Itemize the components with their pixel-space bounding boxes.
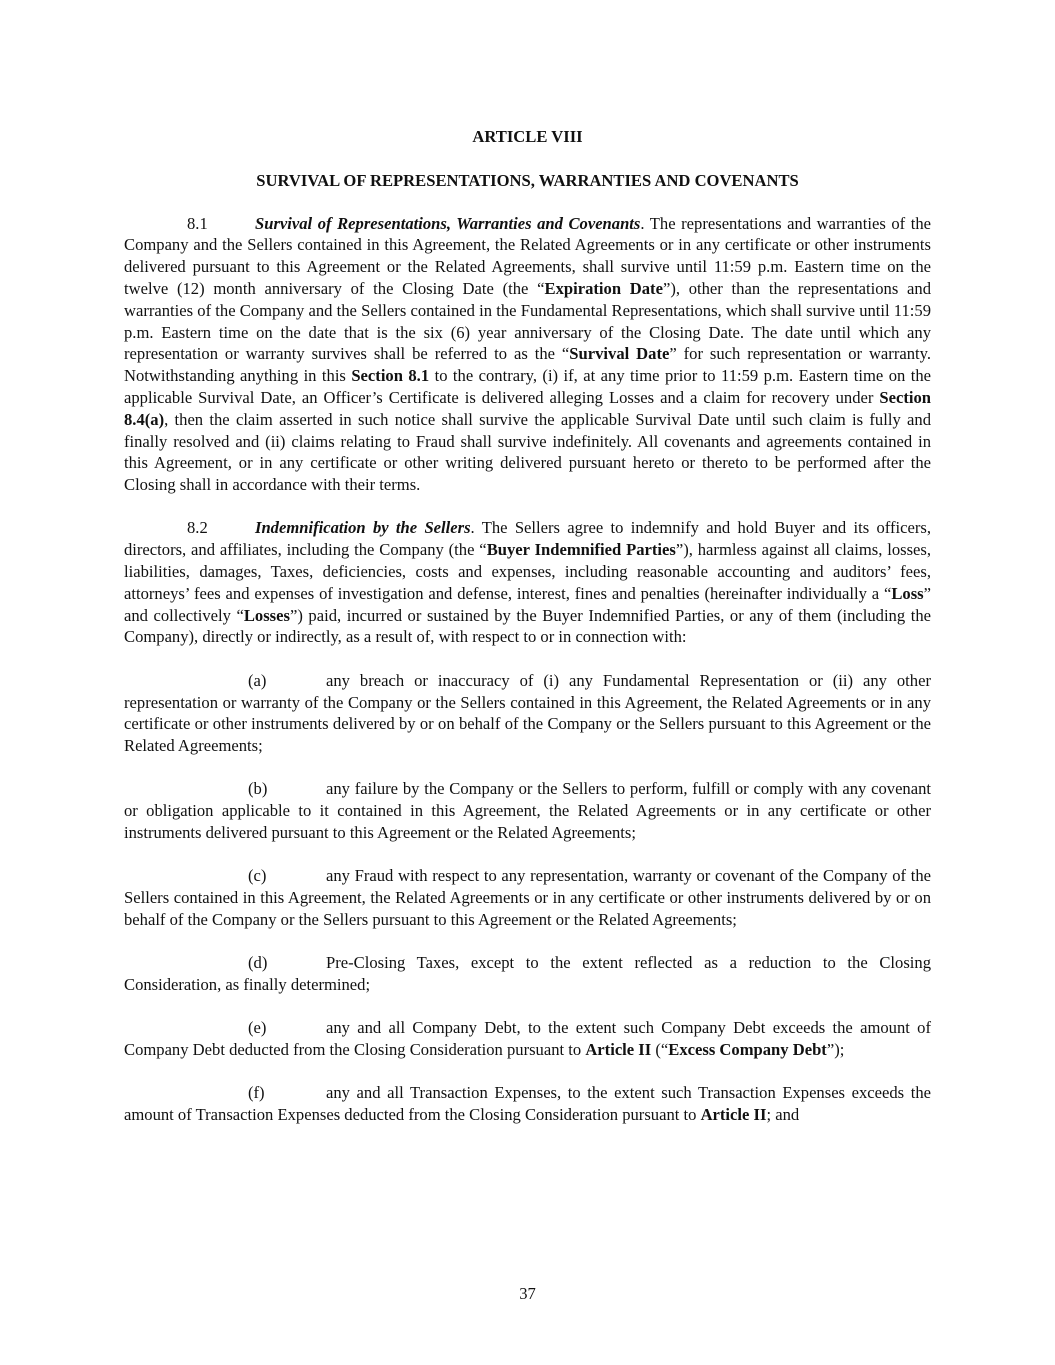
article-title: ARTICLE VIII xyxy=(472,127,583,146)
clause-label: (e) xyxy=(248,1018,267,1038)
section-reference: Section 8.4(a) xyxy=(124,387,931,429)
clause-b: (b) any failure by the Company or the Sellers to perform, fulfill or comply with any covenant or obligation applicable to it contained in this Agreement, the Related Agreements or in any certificate or other instruments delivered pursuant to this Agreement or the Related Agreements; xyxy=(124,779,931,843)
defined-term: Expiration Date xyxy=(544,278,663,298)
section-8-2: 8.2 Indemnification by the Sellers. The Sellers agree to indemnify and hold Buyer and its officers, directors, and affiliates, including the Company (the “Buyer Indemnified Parties”), harmless against all claims, losses, liabilities, damages, Taxes, deficiencies, costs and expenses, including reasonable accounting and auditors’ fees, attorneys’ fees and expenses of investigation and defense, interest, fines and penalties (hereinafter individually a “Loss” and collectively “Losses”) paid, incurred or sustained by the Buyer Indemnified Parties, or any of them (including the Company), directly or indirectly, as a result of, with respect to or in connection with: xyxy=(124,518,931,647)
section-heading: Indemnification by the Sellers xyxy=(255,518,471,538)
clause-a: (a) any breach or inaccuracy of (i) any Fundamental Representation or (ii) any other representation or warranty of the Company or the Sellers contained in this Agreement, the Related Agreements or in any certificate or other instruments delivered by or on behalf of the Company or the Sellers pursuant to this Agreement or the Related Agreements; xyxy=(124,670,931,756)
clause-f: (f) any and all Transaction Expenses, to the extent such Transaction Expenses exceeds the amount of Transaction Expenses deducted from the Closing Consideration pursuant to Article II; and xyxy=(124,1083,931,1125)
clause-c: (c) any Fraud with respect to any representation, warranty or covenant of the Company of the Sellers contained in this Agreement, the Related Agreements or in any certificate or other instruments delivered by or on behalf of the Company or the Sellers pursuant to this Agreement or the Related Agreements; xyxy=(124,866,931,929)
article-subtitle: SURVIVAL OF REPRESENTATIONS, WARRANTIES AND COVENANTS xyxy=(256,170,799,190)
section-8-1: 8.1 Survival of Representations, Warranties and Covenants. The representations and warranties of the Company and the Sellers contained in this Agreement, the Related Agreements or in any certificate or other instruments delivered pursuant to this Agreement or the Related Agreements, shall survive until 11:59 p.m. Eastern time on the twelve (12) month anniversary of the Closing Date (the “Expiration Date”), other than the representations and warranties of the Company and the Sellers contained in the Fundamental Representations, which shall survive until 11:59 p.m. Eastern time on the date that is the six (6) year anniversary of the Closing Date. The date until which any representation or warranty survives shall be referred to as the “Survival Date” for such representation or warranty. Notwithstanding anything in this Section 8.1 to the contrary, (i) if, at any time prior to 11:59 p.m. Eastern time on the applicable Survival Date, an Officer’s Certificate is delivered alleging Losses and a claim for recovery under Section 8.4(a), then the claim asserted in such notice shall survive the applicable Survival Date until such claim is fully and finally resolved and (ii) claims relating to Fraud shall survive indefinitely. All covenants and agreements contained in this Agreement, or in any certificate or other writing delivered pursuant hereto or thereto to be performed after the Closing shall in accordance with their terms. xyxy=(124,213,932,495)
clause-label: (d) xyxy=(248,953,268,973)
defined-term: Buyer Indemnified Parties xyxy=(486,540,676,560)
page-number: 37 xyxy=(519,1284,536,1303)
clause-d: (d) Pre-Closing Taxes, except to the extent reflected as a reduction to the Closing Consideration, as finally determined; xyxy=(124,953,931,994)
clause-label: (b) xyxy=(248,779,268,799)
document-page xyxy=(124,126,931,1147)
section-number: 8.2 xyxy=(187,518,208,538)
clause-label: (a) xyxy=(248,670,267,690)
clause-e: (e) any and all Company Debt, to the extent such Company Debt exceeds the amount of Company Debt deducted from the Closing Consideration pursuant to Article II (“Excess Company Debt”); xyxy=(124,1018,931,1060)
article-reference: Article II xyxy=(585,1040,652,1060)
article-reference: Article II xyxy=(700,1105,767,1125)
section-number: 8.1 xyxy=(187,213,208,233)
defined-term: Excess Company Debt xyxy=(668,1040,827,1060)
clause-label: (c) xyxy=(248,866,267,886)
clause-label: (f) xyxy=(248,1083,265,1103)
defined-term: Losses xyxy=(243,605,290,625)
defined-term: Survival Date xyxy=(569,344,670,364)
section-reference: Section 8.1 xyxy=(351,366,430,386)
defined-term: Loss xyxy=(891,583,924,603)
section-heading: Survival of Representations, Warranties and Covenants xyxy=(255,213,641,233)
